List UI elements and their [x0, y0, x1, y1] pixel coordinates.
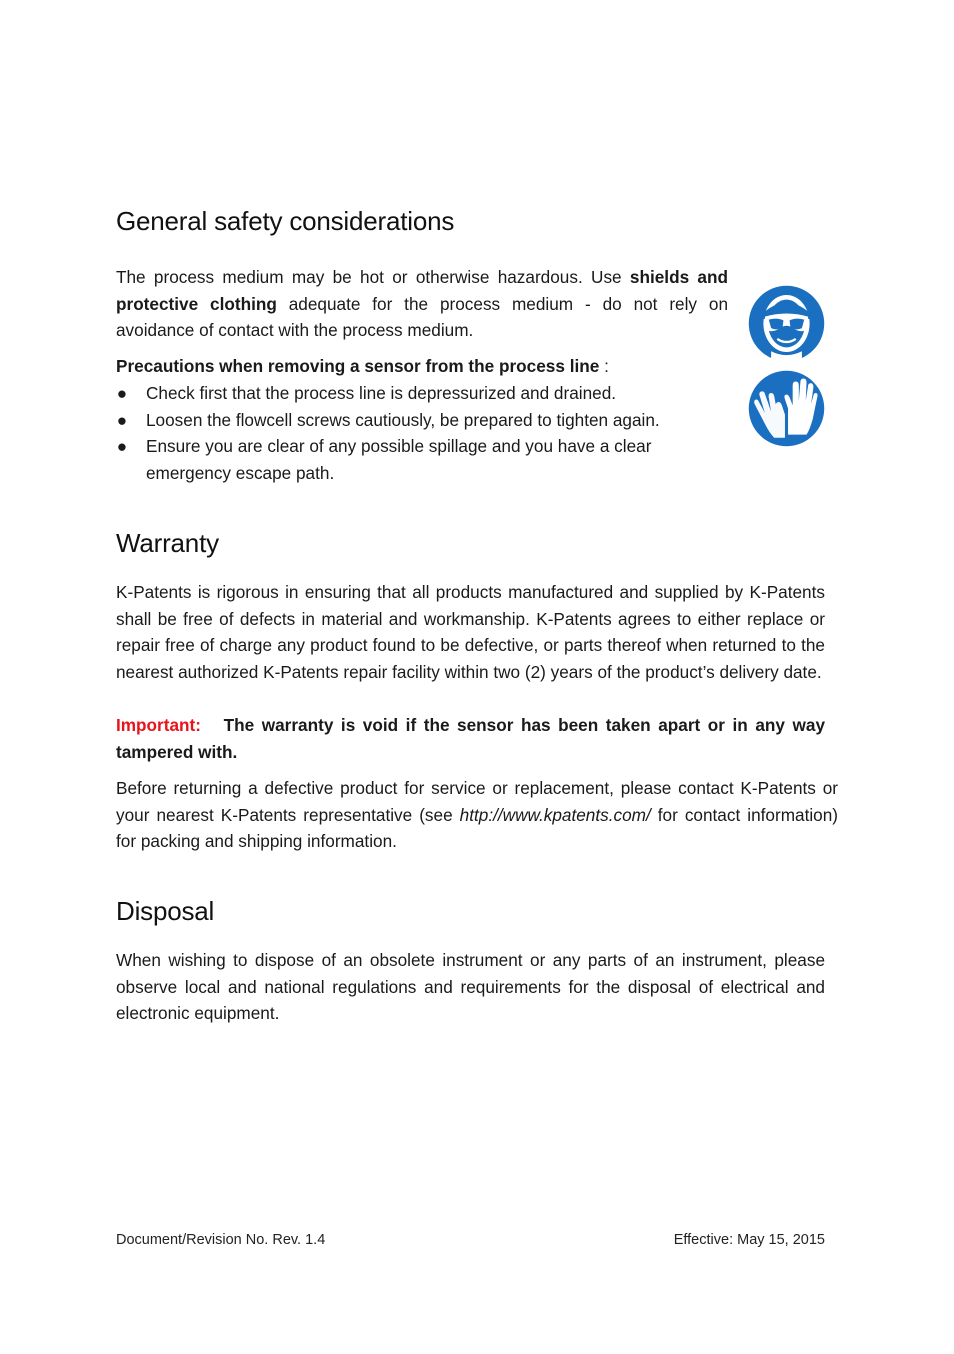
footer-effective-date: Effective: May 15, 2015: [673, 1232, 825, 1248]
bullet-dot: ●: [116, 436, 128, 457]
list-item: [116, 380, 728, 407]
safety-intro-emphasis: shields and protective clothing: [116, 267, 728, 314]
list-item-text: Ensure you are clear of any possible spillage and you have a clear emergency escape path.: [146, 436, 652, 483]
warranty-contact: [116, 775, 838, 855]
bullet-dot: ●: [116, 383, 128, 403]
precautions-list: [116, 380, 728, 486]
list-item-text: Check first that the process line is depressurized and drained.: [146, 383, 617, 403]
warranty-body: K-Patents is rigorous in ensuring that all products manufactured and supplied by K-Patents shall be free of defects in material and workmanship. K-Patents agrees to either replace or repair free of charge any product found to be defective, or parts thereof when returned to the nearest authorized K-Patents repair facility within two (2) years of the product’s delivery date.: [116, 582, 825, 682]
contact-text: Before returning a defective product for service or replacement, please contact K-Patents or your nearest K-Patents representative (see: [116, 778, 838, 825]
disposal-heading: Disposal: [116, 896, 215, 926]
footer-revision: Document/Revision No. Rev. 1.4: [116, 1232, 326, 1248]
warranty-important: [116, 712, 825, 765]
safety-intro-text: The process medium may be hot or otherwise hazardous. Use: [116, 267, 630, 287]
safety-intro-text-end: adequate for the process medium - do not rely on avoidance of contact with the process medium.: [116, 293, 729, 341]
bullet-dot: ●: [116, 409, 128, 430]
safety-intro: [116, 264, 728, 344]
disposal-body: When wishing to dispose of an obsolete instrument or any parts of an instrument, please observe local and national regulations and requirements for the disposal of electrical and electronic equipment.: [116, 950, 825, 1024]
kpatents-link[interactable]: http://www.kpatents.com/: [459, 804, 651, 825]
precautions-title: Precautions when removing a sensor from the process line: [116, 356, 600, 376]
list-item: [116, 407, 728, 434]
important-label: Important:: [116, 715, 201, 735]
important-text: The warranty is void if the sensor has been taken apart or in any way tampered with.: [116, 715, 825, 762]
list-item: [116, 433, 728, 486]
precautions-colon: :: [599, 356, 609, 376]
contact-text-end: for contact information) for packing and shipping information.: [116, 804, 838, 852]
safety-heading: General safety considerations: [116, 206, 455, 236]
precautions-title-line: [116, 353, 728, 380]
warranty-heading: Warranty: [116, 528, 219, 558]
gloves-icon: [748, 370, 825, 447]
list-item-text: Loosen the flowcell screws cautiously, be prepared to tighten again.: [146, 409, 660, 430]
goggles-icon: [748, 285, 825, 362]
